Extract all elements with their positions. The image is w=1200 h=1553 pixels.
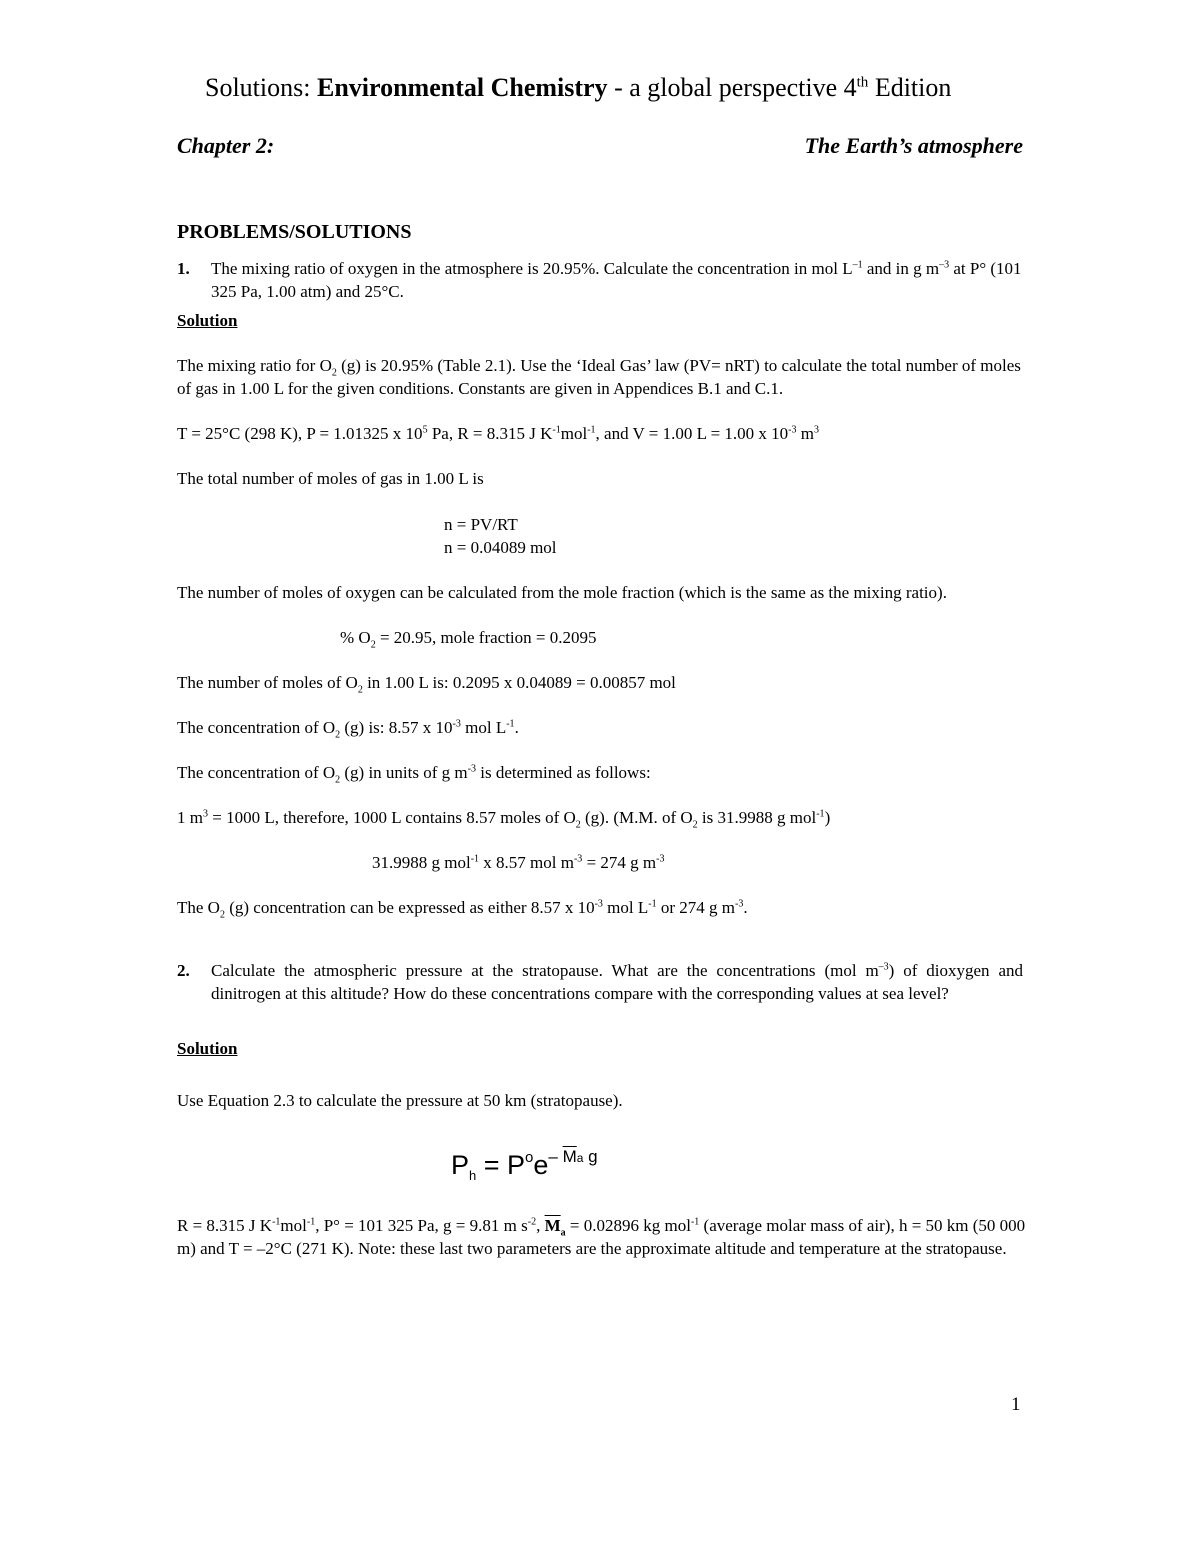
chapter-title: The Earth’s atmosphere	[804, 133, 1023, 158]
p2-solution-intro: Use Equation 2.3 to calculate the pressure at 50 km (stratopause).	[177, 1091, 623, 1110]
document-title: Solutions: Environmental Chemistry - a global perspective 4th Edition	[205, 73, 952, 102]
p1-concentration-mol: The concentration of $O_2$ (g) is: 8.57 x $10^{-3}$ mol $L^{-1}$.	[177, 718, 519, 741]
p1-concentration-units-text: The concentration of $O_2$ (g) in units of g $m^{-3}$ is determined as follows:	[177, 763, 651, 786]
p1-cubic-meter-line: 1 $m^3 = 1000$ L, therefore, 1000 L contains 8.57 moles of $O_2$ (g). (M.M. of $O_2$ is 31.9988 g mol$^{-1}$)	[177, 808, 831, 831]
problem-2-question: Calculate the atmospheric pressure at the stratopause. What are the concentrations (mol $m^{-3}$) of dioxygen and dinitrogen at this altitude? How do these concentrations compare with the corresponding values at sea level?	[211, 961, 1023, 1003]
pressure-equation: $P_h = P^oe^{- \overline{M}a g}$	[451, 1147, 598, 1183]
p1-equation-grams: 31.9988 g mol$^{-1}$ x 8.57 mol $m^{-3} = 274$ g $m^{-3}$	[372, 853, 665, 872]
problem-number-2: 2.	[177, 961, 190, 980]
p1-solution-paragraph-1: The mixing ratio for $O_2$ (g) is 20.95% (Table 2.1). Use the ‘Ideal Gas’ law (PV= nRT) to calculate the total number of moles of gas in 1.00 L for the given conditions. Constants are given in Appendices B.1 and C.1.	[177, 356, 1021, 398]
p1-conclusion: The $O_2$ (g) concentration can be expressed as either 8.57 x $10^{-3}$ mol $L^{-1}$ or 274 g $m^{-3}$.	[177, 898, 748, 921]
solution-label-2: Solution	[177, 1039, 238, 1058]
section-heading: PROBLEMS/SOLUTIONS	[177, 221, 412, 243]
page-number: 1	[1011, 1394, 1021, 1415]
p1-equation-mole-fraction: % $O_2 = 20.95$, mole fraction = 0.2095	[340, 628, 597, 651]
p1-mole-fraction-text: The number of moles of oxygen can be calculated from the mole fraction (which is the same as the mixing ratio).	[177, 583, 947, 602]
p1-total-moles-text: The total number of moles of gas in 1.00 L is	[177, 469, 484, 488]
p1-moles-o2: The number of moles of $O_2$ in 1.00 L is: 0.2095 x 0.04089 = 0.00857 mol	[177, 673, 676, 696]
p2-constants-paragraph: R = 8.315 J $K^{-1}mol^{-1}$, P° = 101 325 Pa, g = 9.81 m $s^{-2}$, $\overline{M}_a = 0.02896$ kg mol$^{-1}$ (average molar mass of air), h = 50 km (50 000 m) and T = –2°C (271 K). Note: these last two parameters are the approximate altitude and temperature at the stratopause.	[177, 1216, 1026, 1258]
p1-constants-line: T = 25°C (298 K), P = 1.01325 x $10^5$ Pa, R = 8.315 J $K^{-1}mol^{-1}$, and V = 1.00 L = 1.00 x $10^{-3}$ $m^3$	[177, 424, 819, 443]
title-bold: Environmental Chemistry	[316, 73, 608, 102]
problem-number-1: 1.	[177, 259, 190, 278]
chapter-label: Chapter 2:	[177, 133, 275, 158]
p1-equation-n: n = PV/RT	[444, 515, 518, 534]
solution-label-1: Solution	[177, 311, 238, 330]
problem-1-question: The mixing ratio of oxygen in the atmosphere is 20.95%. Calculate the concentration in mol $L^{-1}$ and in g $m^{-3}$ at P° (101 325 Pa, 1.00 atm) and 25°C.	[211, 259, 1022, 301]
p1-equation-n-value: n = 0.04089 mol	[444, 538, 557, 557]
